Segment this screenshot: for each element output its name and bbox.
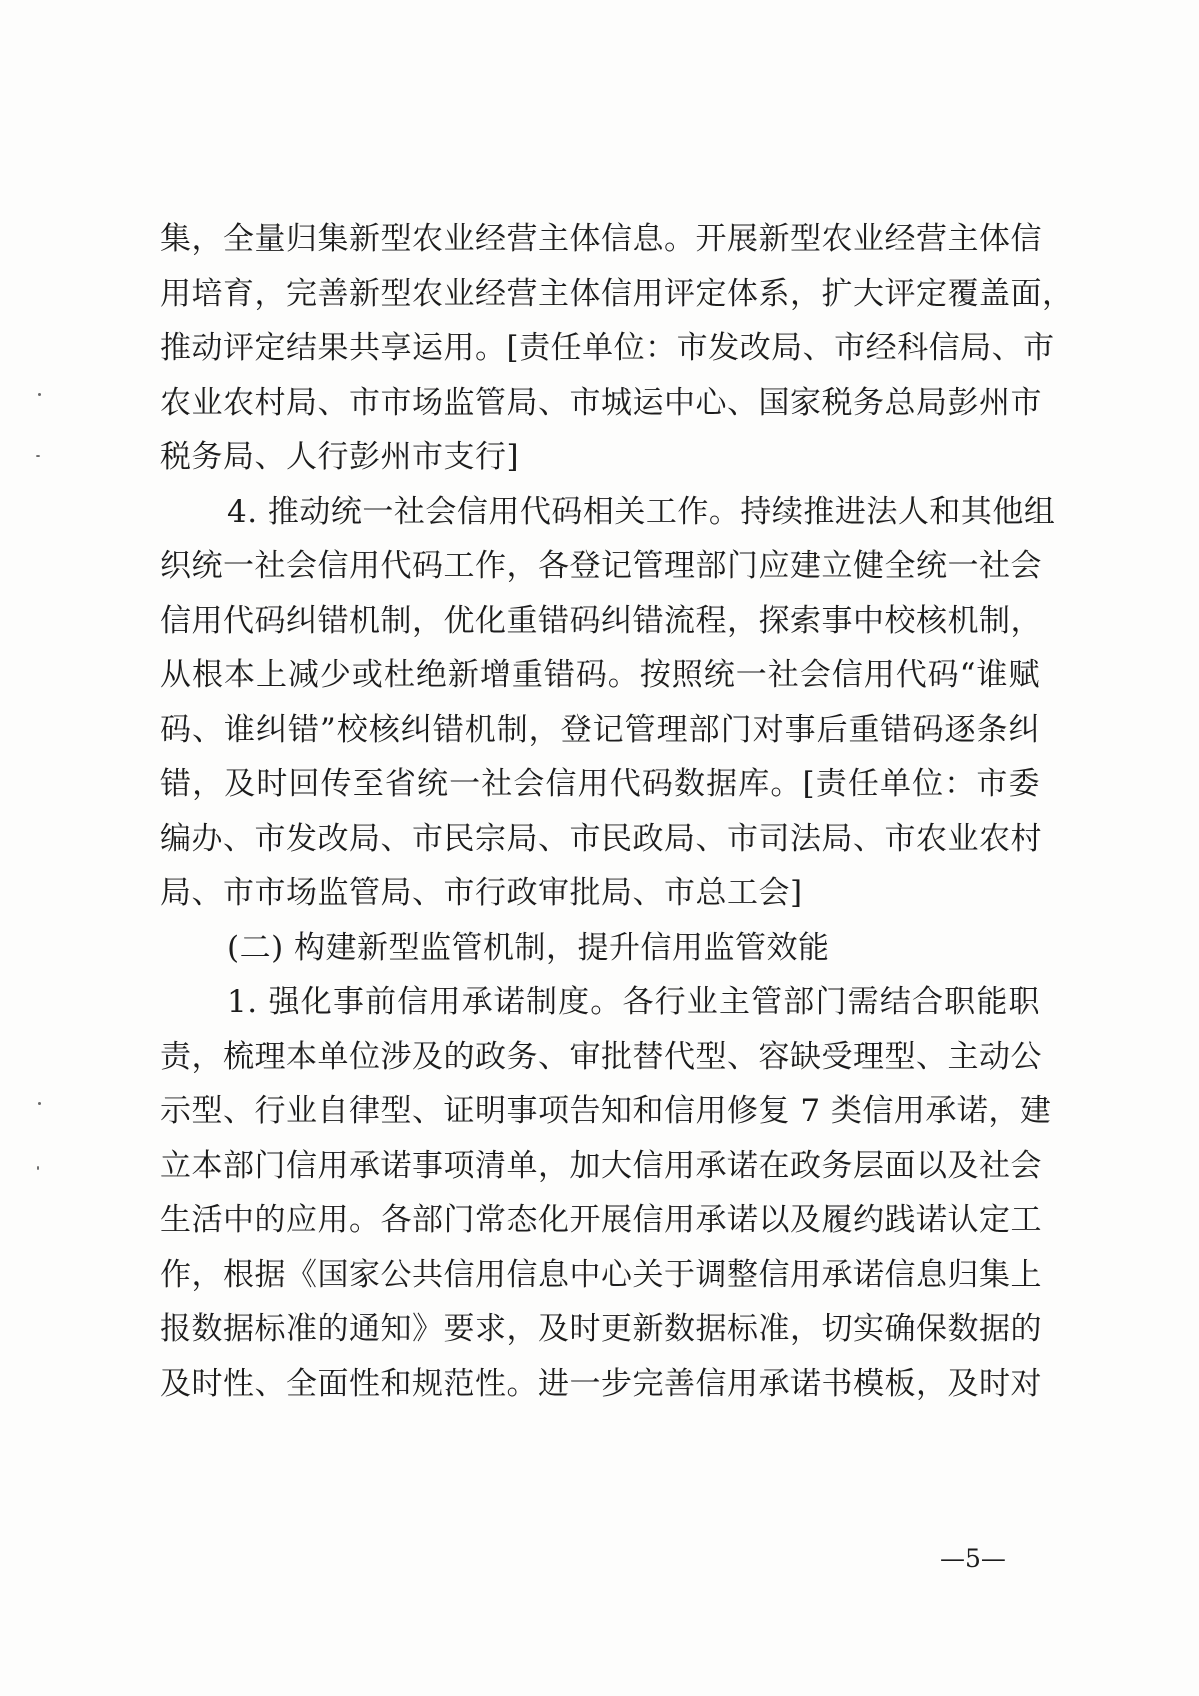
scan-speck [36, 455, 40, 457]
text-line: 及时性、全面性和规范性。进一步完善信用承诺书模板，及时对 [160, 1365, 1042, 1402]
text-line: 从根本上减少或杜绝新增重错码。按照统一社会信用代码“谁赋 [160, 657, 1040, 693]
page-number: —5— [940, 1544, 1006, 1573]
text-line: 责，梳理本单位涉及的政务、审批替代型、容缺受理型、主动公 [160, 1038, 1042, 1075]
section-heading-2: (二) 构建新型监管机制，提升信用监管效能 [227, 929, 830, 966]
text-line: 局、市市场监管局、市行政审批局、市总工会] [160, 875, 803, 911]
text-line: 示型、行业自律型、证明事项告知和信用修复 7 类信用承诺，建 [160, 1093, 1052, 1129]
text-line: 报数据标准的通知》要求，及时更新数据标准，切实确保数据的 [160, 1311, 1042, 1347]
text-line: 集，全量归集新型农业经营主体信息。开展新型农业经营主体信 [160, 221, 1042, 257]
text-line: 织统一社会信用代码工作，各登记管理部门应建立健全统一社会 [160, 548, 1042, 584]
body-text [160, 212, 1074, 1411]
text-line: 推动评定结果共享运用。[责任单位：市发改局、市经科信局、市 [160, 330, 1055, 366]
text-line: 错，及时回传至省统一社会信用代码数据库。[责任单位：市委 [160, 766, 1040, 802]
text-line: 编办、市发改局、市民宗局、市民政局、市司法局、市农业农村 [160, 820, 1042, 857]
text-line: 税务局、人行彭州市支行] [160, 439, 520, 475]
text-line: 农业农村局、市市场监管局、市城运中心、国家税务总局彭州市 [160, 384, 1042, 421]
text-line: 用培育，完善新型农业经营主体信用评定体系，扩大评定覆盖面， [160, 275, 1074, 312]
scan-speck [37, 1166, 39, 1170]
text-line: 立本部门信用承诺事项清单，加大信用承诺在政务层面以及社会 [160, 1147, 1042, 1184]
text-line: 码、谁纠错”校核纠错机制，登记管理部门对事后重错码逐条纠 [160, 711, 1040, 748]
scan-speck [38, 393, 41, 396]
section-heading-1: 1. 强化事前信用承诺制度。各行业主管部门需结合职能职 [227, 984, 1040, 1020]
text-line: 信用代码纠错机制，优化重错码纠错流程，探索事中校核机制， [160, 602, 1042, 639]
section-heading-4: 4. 推动统一社会信用代码相关工作。持续推进法人和其他组 [227, 493, 1056, 530]
text-line: 作，根据《国家公共信用信息中心关于调整信用承诺信息归集上 [160, 1256, 1042, 1293]
scan-speck [38, 1102, 41, 1105]
text-line: 生活中的应用。各部门常态化开展信用承诺以及履约践诺认定工 [160, 1202, 1042, 1238]
